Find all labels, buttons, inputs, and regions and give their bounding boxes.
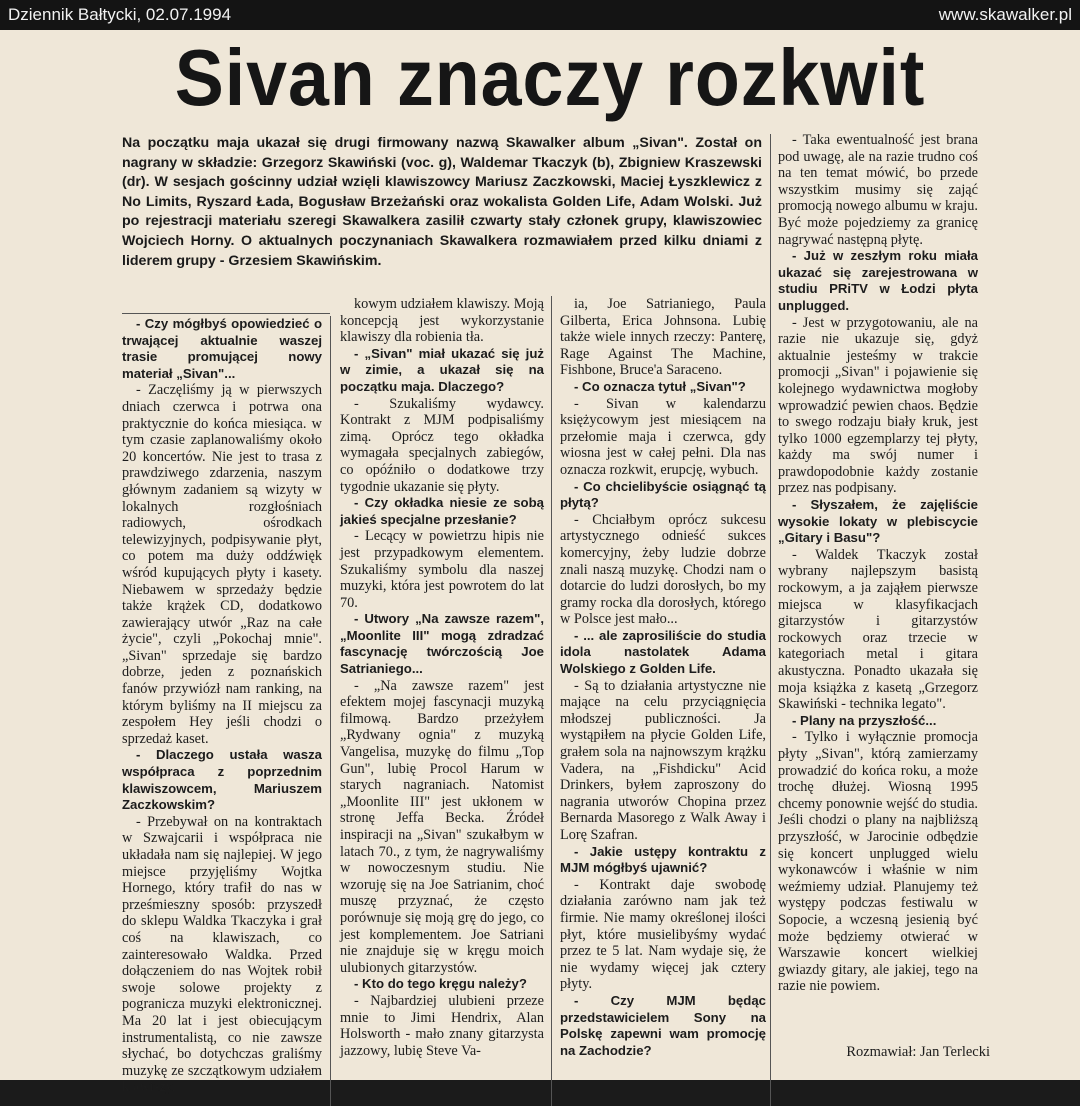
interview-answer: - Przebywał on na kontraktach w Szwajcarii i współpraca nie układała nam się najlepiej. W jego miejsce przyjęliśmy Wojtka Hornego, który trafił do nas w prześmieszny sposób: przyszedł do sklepu Waldka Tkaczyka i grał coś na klawiszach, co zainteresowało Waldka. Przed dołączeniem do nas Wojtek robił swoje solowe projekty z pogranicza muzyki elektronicznej. Ma 20 lat i jest obiecującym instrumentalistą, co nie zawsze słychać, bo dotychczas graliśmy muzykę ze szczątkowym udziałem klawiszy. bbox=[122, 813, 322, 1096]
interview-question: - ... ale zaprosiliście do studia idola nastolatek Adama Wolskiego z Golden Life. bbox=[560, 627, 766, 677]
interview-answer: - Taka ewentualność jest brana pod uwagę, ale na razie trudno coś na ten temat mówić, bo przede wszystkim musimy się zająć promocją nowego albumu w kraju. Być może pojedziemy za granicę nagrywać następną płytę. bbox=[778, 132, 978, 248]
interview-answer: - Jest w przygotowaniu, ale na razie nie ukazuje się, gdyż aktualnie jesteśmy w trakcie promocji „Sivan" i pojawienie się kolejnego wydawnictwa mogłoby wprowadzić pewien chaos. Będzie to swego rodzaju biały kruk, jest tylko 1000 egzemplarzy tej płyty, każdy ma swój numer i prawdopodobnie każdy zostanie przez nas podpisany. bbox=[778, 314, 978, 497]
column-divider bbox=[770, 134, 771, 1106]
article-title: Sivan znaczy rozkwit bbox=[174, 33, 926, 122]
interview-answer: - Sivan w kalendarzu księżycowym jest miesiącem na przełomie maja i czerwca, gdy wiosna jest w całej pełni. Dla nas oznacza rozkwit, erupcję, wybuch. bbox=[560, 395, 766, 478]
interview-answer: - Kontrakt daje swobodę działania zarówno nam jak też firmie. Nie mamy określonej ilości płyt, które musielibyśmy wydać przez te 5 lat. Nam wydaje się, że nie wydamy więcej jak cztery płyty. bbox=[560, 876, 766, 993]
interview-answer: kowym udziałem klawiszy. Moją koncepcją jest wykorzystanie klawiszy dla robienia tła. bbox=[340, 296, 544, 346]
interview-question: - „Sivan" miał ukazać się już w zimie, a ukazał się na początku maja. Dlaczego? bbox=[340, 345, 544, 394]
interview-question: - Co oznacza tytuł „Sivan"? bbox=[574, 378, 746, 394]
article-column-3 bbox=[560, 296, 766, 1106]
interview-answer: - Szukaliśmy wydawcy. Kontrakt z MJM podpisaliśmy zimą. Oprócz tego okładka wymagała specjalnych zabiegów, co opóźniło o dodatkowe trzy tygodnie ukazanie się płyty. bbox=[340, 395, 544, 495]
interview-question: - Czy mógłbyś opowiedzieć o trwającej aktualnie waszej trasie promującej nowy materiał „Sivan"... bbox=[122, 316, 322, 381]
byline: Rozmawiał: Jan Terlecki bbox=[846, 1044, 990, 1060]
article-column-2 bbox=[340, 296, 544, 1106]
interview-question: - Utwory „Na zawsze razem", „Moonlite III" mogą zdradzać fascynację twórczością Joe Satrianiego... bbox=[340, 611, 544, 677]
interview-answer: - Chciałbym oprócz sukcesu artystycznego odnieść sukces komercyjny, żeby ludzie dobrze znali naszą muzykę. Chodzi nam o dotarcie do ludzi dorosłych, bo my gramy rocka dla dorosłych, którego w Polsce jest mało... bbox=[560, 511, 766, 628]
interview-question: - Jakie ustępy kontraktu z MJM mógłbyś ujawnić? bbox=[560, 843, 766, 876]
interview-question: - Dlaczego ustała wasza współpraca z poprzednim klawiszowcem, Mariuszem Zaczkowskim? bbox=[122, 747, 322, 813]
article-column-1 bbox=[122, 316, 322, 1106]
interview-answer: - „Na zawsze razem" jest efektem mojej fascynacji muzyką filmową. Bardzo przeżyłem „Rydwany ognia" z muzyką Vangelisa, muzykę do filmu „Top Gun", lubię Procol Harum w starych nagraniach. Natomist „Moonlite III" jest ukłonem w stronę Jeffa Becka. Źródeł inspiracji na „Sivan" szukałbym w latach 70., z tym, że nagrywaliśmy w nowoczesnym studiu. Nie wzoruję się na Joe Satrianim, choć muszę przyznać, że często porównuje się moją grę do jego, co jest komplementem. Joe Satriani nie znajduje się w kręgu moich ulubionych gitarzystów. bbox=[340, 677, 544, 976]
top-bar bbox=[0, 0, 1080, 30]
interview-question: - Czy okładka niesie ze sobą jakieś specjalne przesłanie? bbox=[340, 495, 544, 527]
newspaper-clipping bbox=[0, 30, 1080, 1096]
article-lead: Na początku maja ukazał się drugi firmowany nazwą Skawalker album „Sivan". Został on nagrany w składzie: Grzegorz Skawiński (voc. g), Waldemar Tkaczyk (b), Zbigniew Kraszewski (dr). W sesjach gościnny udział wzięli klawiszowcy Mariusz Zaczkowski, Maciej Łyszklewicz z No Limits, Ryszard Łada, Bogusław Brzeżański oraz wokalista Golden Life, Adam Wolski. Już po rejestracji materiału szeregi Skawalkera zasilił czwarty stały członek grupy, klawiszowiec Wojciech Horny. O aktualnych poczynaniach Skawalkera rozmawiałem przed kilku dniami z liderem grupy - Grzesiem Skawińskim. bbox=[122, 135, 762, 269]
interview-answer: - Najbardziej ulubieni przeze mnie to Jimi Hendrix, Alan Holsworth - mało znany gitarzysta jazzowy, lubię Steve Va- bbox=[340, 992, 544, 1059]
interview-question: - Co chcielibyście osiągnąć tą płytą? bbox=[560, 478, 766, 511]
column-divider bbox=[551, 296, 552, 1106]
interview-answer: - Tylko i wyłącznie promocja płyty „Sivan", którą zamierzamy prowadzić do końca roku, a może trochę dłużej. Wiosną 1995 chcemy ponownie wejść do studia. Jeśli chodzi o plany na najbliższą przyszłość, w Jarocinie odbędzie się koncert unplugged wielu wykonawców i właśnie w nim weźmiemy udział. Planujemy też występy podczas festiwalu w Sopocie, a wczesną jesienią być może będziemy otwierać w Warszawie koncert wielkiej gwiazdy gitary, ale jakiej, tego na razie nie powiem. bbox=[778, 729, 978, 995]
interview-question: - Już w zeszłym roku miała ukazać się zarejestrowana w studiu PRiTV w Łodzi płyta unplugged. bbox=[778, 248, 978, 313]
website-label: www.skawalker.pl bbox=[938, 5, 1072, 24]
interview-answer: ia, Joe Satrianiego, Paula Gilberta, Erica Johnsona. Lubię także wiele innych rzeczy: Panterę, Rage Against The Machine, Fishbone, Bruce'a Saraceno. bbox=[560, 296, 766, 379]
source-label: Dziennik Bałtycki, 02.07.1994 bbox=[8, 5, 232, 24]
interview-question: - Kto do tego kręgu należy? bbox=[354, 976, 527, 992]
column-divider bbox=[330, 316, 331, 1106]
divider bbox=[122, 313, 330, 314]
interview-answer: - Waldek Tkaczyk został wybrany najlepszym basistą rockowym, a ja zająłem pierwsze miejsca w klasyfikacjach gitarzystów i gitarzystów rockowych oraz trzecie w kategoriach metal i gitara akustyczna. Ponadto ukazała się moja książka z kasetą „Grzegorz Skawiński - technika legato". bbox=[778, 546, 978, 713]
article-column-4 bbox=[778, 132, 978, 1042]
interview-question: - Słyszałem, że zajęliście wysokie lokaty w plebiscycie „Gitary i Basu"? bbox=[778, 497, 978, 546]
interview-question: - Plany na przyszłość... bbox=[792, 712, 937, 728]
interview-answer: - Zaczęliśmy ją w pierwszych dniach czerwca i potrwa ona praktycznie do końca miesiąca. w tym czasie zaplanowaliśmy około 20 koncertów. Nie jest to trasa z prawdziwego zdarzenia, naszym głównym zadaniem są wizyty w lokalnych rozgłośniach radiowych, ośrodkach telewizyjnych, podpisywanie płyt, co potem ma duży oddźwięk wśród kupujących płyty i kasety. Niebawem w sprzedaży będzie także krążek CD, dodatkowo zawierający utwór „Raz na całe życie", czyli „Pokochaj mnie". „Sivan" sprzedaje się bardzo dobrze, jeden z poznańskich fanów przywiózł nam ranking, na którym byliśmy na II miejscu za zespołem Hey jeśli chodzi o sprzedaż kaset. bbox=[122, 382, 322, 747]
interview-answer: - Są to działania artystyczne nie mające na celu przyciągnięcia młodszej publiczności. Ja wystąpiłem na płycie Golden Life, grałem sola na najnowszym krążku Vadera, na „Fishdicku" Acid Drinkers, byłem zaproszony do nagrania utworów Chopina przez Bernarda Masorego z Walk Away i Lorę Szafran. bbox=[560, 677, 766, 843]
interview-question: - Czy MJM będąc przedstawicielem Sony na Polskę zapewni wam promocję na Zachodzie? bbox=[560, 992, 766, 1058]
interview-answer: - Lecący w powietrzu hipis nie jest przypadkowym elementem. Szukaliśmy symbolu dla naszej muzyki, która jest powrotem do lat 70. bbox=[340, 528, 544, 611]
